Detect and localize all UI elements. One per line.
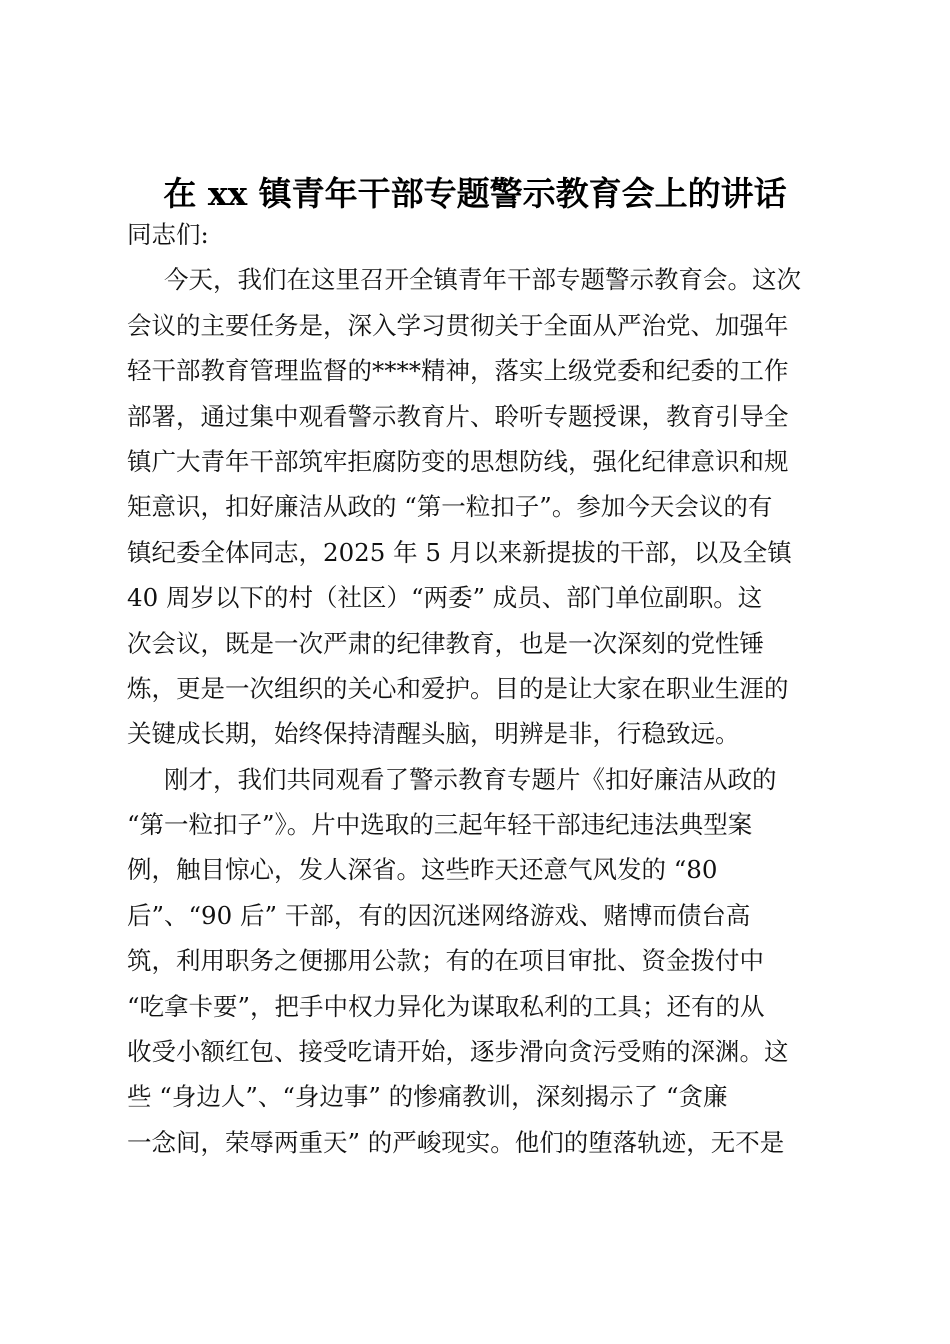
text-line: 筑，利用职务之便挪用公款；有的在项目审批、资金拨付中	[127, 946, 764, 976]
text-line: 关键成长期，始终保持清醒头脑，明辨是非，行稳致远。	[127, 719, 740, 749]
text-line: 镇纪委全体同志，2025 年 5 月以来新提拔的干部，以及全镇	[127, 537, 792, 567]
text-line: 镇广大青年干部筑牢拒腐防变的思想防线，强化纪律意识和规	[127, 446, 789, 476]
text-line: 次会议，既是一次严肃的纪律教育，也是一次深刻的党性锤	[127, 628, 764, 658]
document-title: 在 xx 镇青年干部专题警示教育会上的讲话	[163, 174, 787, 213]
paragraph-first-line: 今天，我们在这里召开全镇青年干部专题警示教育会。这次	[164, 265, 801, 295]
text-line: 部署，通过集中观看警示教育片、聆听专题授课，教育引导全	[127, 401, 789, 431]
document-body	[127, 212, 832, 1165]
text-line: 矩意识，扣好廉洁从政的 “第一粒扣子”。参加今天会议的有	[127, 492, 773, 522]
text-line: “第一粒扣子”》。片中选取的三起年轻干部违纪违法典型案	[127, 810, 753, 840]
text-line: 会议的主要任务是，深入学习贯彻关于全面从严治党、加强年	[127, 310, 789, 340]
text-line: 轻干部教育管理监督的****精神，落实上级党委和纪委的工作	[127, 356, 789, 386]
text-line: “吃拿卡要”，把手中权力异化为谋取私利的工具；还有的从	[127, 991, 765, 1021]
text-line: 炼，更是一次组织的关心和爱护。目的是让大家在职业生涯的	[127, 673, 789, 703]
text-line: 例，触目惊心，发人深省。这些昨天还意气风发的 “80	[127, 855, 718, 885]
text-line: 些 “身边人”、“身边事” 的惨痛教训，深刻揭示了 “贪廉	[127, 1082, 728, 1112]
text-line: 后”、“90 后” 干部，有的因沉迷网络游戏、赌博而债台高	[127, 900, 751, 930]
text-line: 40 周岁以下的村（社区）“两委” 成员、部门单位副职。这	[127, 583, 763, 613]
paragraph-first-line: 刚才，我们共同观看了警示教育专题片《扣好廉洁从政的	[164, 764, 777, 794]
text-line: 同志们:	[127, 220, 209, 249]
text-line: 收受小额红包、接受吃请开始，逐步滑向贪污受贿的深渊。这	[127, 1037, 789, 1067]
text-line: 一念间，荣辱两重天” 的严峻现实。他们的堕落轨迹，无不是	[127, 1127, 785, 1157]
